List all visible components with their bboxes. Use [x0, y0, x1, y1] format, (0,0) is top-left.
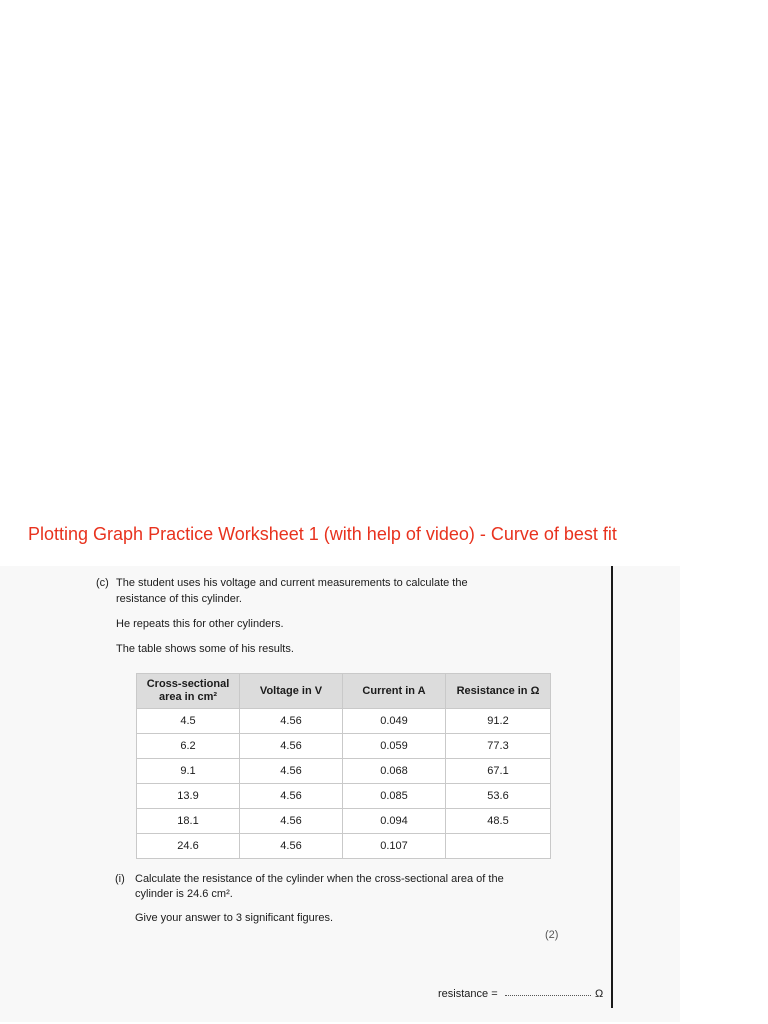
- answer-line[interactable]: [505, 995, 591, 996]
- table-intro: The table shows some of his results.: [116, 643, 294, 655]
- table-row: [137, 709, 551, 734]
- cell-voltage: 4.56: [240, 759, 343, 784]
- table-header-row: [137, 674, 551, 709]
- margin-line: [611, 566, 613, 1008]
- subquestion-line-1: Calculate the resistance of the cylinder when the cross-sectional area of the: [135, 873, 504, 885]
- cell-area: 9.1: [137, 759, 240, 784]
- header-current: Current in A: [343, 674, 446, 709]
- cell-area: 6.2: [137, 734, 240, 759]
- header-voltage: Voltage in V: [240, 674, 343, 709]
- cell-voltage: 4.56: [240, 734, 343, 759]
- cell-area: 13.9: [137, 784, 240, 809]
- marks-label: (2): [545, 929, 559, 941]
- header-area-line1: Cross-sectional: [146, 678, 230, 690]
- cell-resistance: 91.2: [446, 709, 551, 734]
- table-row: [137, 834, 551, 859]
- results-table: [136, 673, 551, 859]
- cell-resistance: 48.5: [446, 809, 551, 834]
- subquestion-instruction: Give your answer to 3 significant figures.: [135, 912, 334, 924]
- header-resistance: Resistance in Ω: [446, 674, 551, 709]
- cell-voltage: 4.56: [240, 784, 343, 809]
- page-title: Plotting Graph Practice Worksheet 1 (with help of video) - Curve of best fit: [28, 524, 617, 544]
- table-row: [137, 759, 551, 784]
- cell-area: 18.1: [137, 809, 240, 834]
- answer-label: resistance =: [438, 988, 498, 1000]
- intro-line-1: The student uses his voltage and current measurements to calculate the: [116, 577, 468, 589]
- cell-resistance: 77.3: [446, 734, 551, 759]
- cell-resistance: [446, 834, 551, 859]
- header-area-line2: area in cm²: [158, 691, 218, 703]
- cell-voltage: 4.56: [240, 809, 343, 834]
- repeat-text: He repeats this for other cylinders.: [116, 618, 284, 630]
- cell-area: 24.6: [137, 834, 240, 859]
- cell-voltage: 4.56: [240, 709, 343, 734]
- intro-line-2: resistance of this cylinder.: [116, 593, 242, 605]
- cell-resistance: 53.6: [446, 784, 551, 809]
- cell-current: 0.059: [343, 734, 446, 759]
- cell-current: 0.049: [343, 709, 446, 734]
- cell-area: 4.5: [137, 709, 240, 734]
- table-row: [137, 809, 551, 834]
- subquestion-line-2: cylinder is 24.6 cm².: [135, 888, 233, 900]
- table-row: [137, 734, 551, 759]
- cell-resistance: 67.1: [446, 759, 551, 784]
- cell-current: 0.107: [343, 834, 446, 859]
- cell-current: 0.094: [343, 809, 446, 834]
- table-row: [137, 784, 551, 809]
- cell-current: 0.085: [343, 784, 446, 809]
- answer-unit: Ω: [595, 988, 604, 1000]
- cell-current: 0.068: [343, 759, 446, 784]
- subquestion-label: (i): [115, 873, 125, 885]
- cell-voltage: 4.56: [240, 834, 343, 859]
- part-label: (c): [96, 577, 109, 589]
- header-area: [137, 674, 240, 709]
